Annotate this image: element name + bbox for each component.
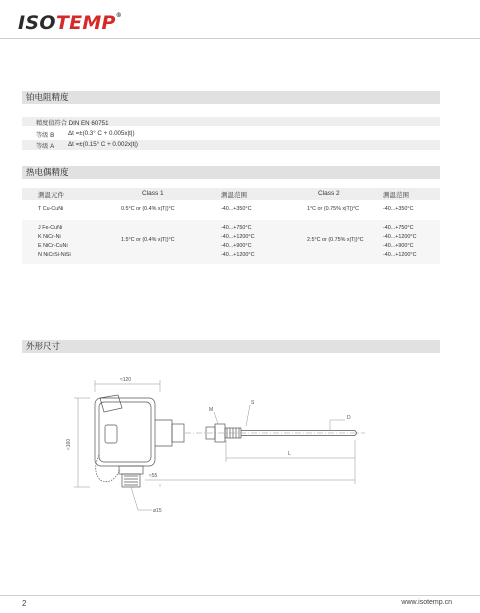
rtd-class-a-formula: Δt =±(0.15° C + 0.002x|t|) (68, 141, 138, 148)
tc-group-class2: 2.5°C or (0.75% x|T|)°C (307, 237, 364, 243)
tc-range2-j: -40...+750°C (383, 225, 414, 231)
dim-height-label: ≈160 (66, 438, 72, 450)
tc-range2-e: -40...+900°C (383, 243, 414, 249)
rtd-standard: 精度值符合 DIN EN 60751 (36, 120, 109, 127)
tc-element-e: E NiCr-CuNi (38, 243, 68, 249)
tc-row1-range2: -40...+350°C (383, 206, 414, 212)
brand-logo: ISOTEMP® (18, 12, 123, 34)
head-outer (95, 398, 155, 466)
dim-dia-leader (131, 487, 152, 510)
head-lid (100, 395, 122, 412)
tc-element-n: N NiCrSi-NiSi (38, 252, 71, 258)
tc-row1-class2: 1°C or (0.75% x|T|)°C (307, 206, 360, 212)
dim-d-label: D (347, 415, 351, 421)
tc-row1-element: T Cu-CuNi (38, 206, 64, 212)
tc-range1-n: -40...+1200°C (221, 252, 255, 258)
section-title-dimensions: 外形尺寸 (22, 340, 440, 353)
neck (155, 420, 172, 446)
tc-element-j: J Fe-CuNi (38, 225, 63, 231)
section-title-rtd: 铂电阻精度 (22, 91, 440, 104)
dim-total-line (145, 462, 355, 487)
tc-header-class2: Class 2 (318, 190, 340, 197)
tc-row1-range1: -40...+350°C (221, 206, 252, 212)
dim-height-line (74, 398, 90, 487)
tc-header-element: 测温元件 (38, 192, 64, 199)
tc-range2-k: -40...+1200°C (383, 234, 417, 240)
section-title-thermocouple: 热电偶精度 (22, 166, 440, 179)
tc-group-class1: 1.5°C or (0.4% x|T|)°C (121, 237, 175, 243)
rtd-class-a-label: 等级 A (36, 143, 55, 150)
gland-lines (124, 476, 138, 485)
tc-range1-k: -40...+1200°C (221, 234, 255, 240)
tc-header-range2: 测温范围 (383, 192, 409, 199)
head-terminal (105, 425, 117, 443)
rtd-class-b-label: 等级 B (36, 132, 55, 139)
dim-s-leader (246, 405, 250, 426)
neck-fitting (172, 424, 184, 442)
tc-row1-class1: 0.5°C or (0.4% x|T|)°C (121, 206, 175, 212)
tc-element-k: K NiCr-Ni (38, 234, 61, 240)
tc-range1-j: -40...+750°C (221, 225, 252, 231)
rtd-class-b-formula: Δt =±(0.3° C + 0.005x|t|) (68, 130, 135, 137)
dim-lower-label: ≈55 (149, 473, 158, 479)
tc-range2-n: -40...+1200°C (383, 252, 417, 258)
tc-header-range1: 测温范围 (221, 192, 247, 199)
dim-l-label: L (288, 451, 291, 457)
dim-m-label: M (209, 407, 214, 413)
head-inner (99, 402, 151, 462)
dim-dia-label: ø15 (153, 508, 162, 514)
tc-header-class1: Class 1 (142, 190, 164, 197)
footer-divider (0, 595, 480, 596)
dim-width-label: ≈120 (120, 377, 132, 383)
page-number: 2 (22, 599, 27, 608)
dim-s-label: S (251, 400, 255, 406)
tc-range1-e: -40...+900°C (221, 243, 252, 249)
footer-url: www.isotemp.cn (401, 599, 452, 606)
gland-top (119, 466, 143, 474)
dim-m-leader (214, 412, 218, 424)
dim-d-leader (330, 420, 345, 430)
